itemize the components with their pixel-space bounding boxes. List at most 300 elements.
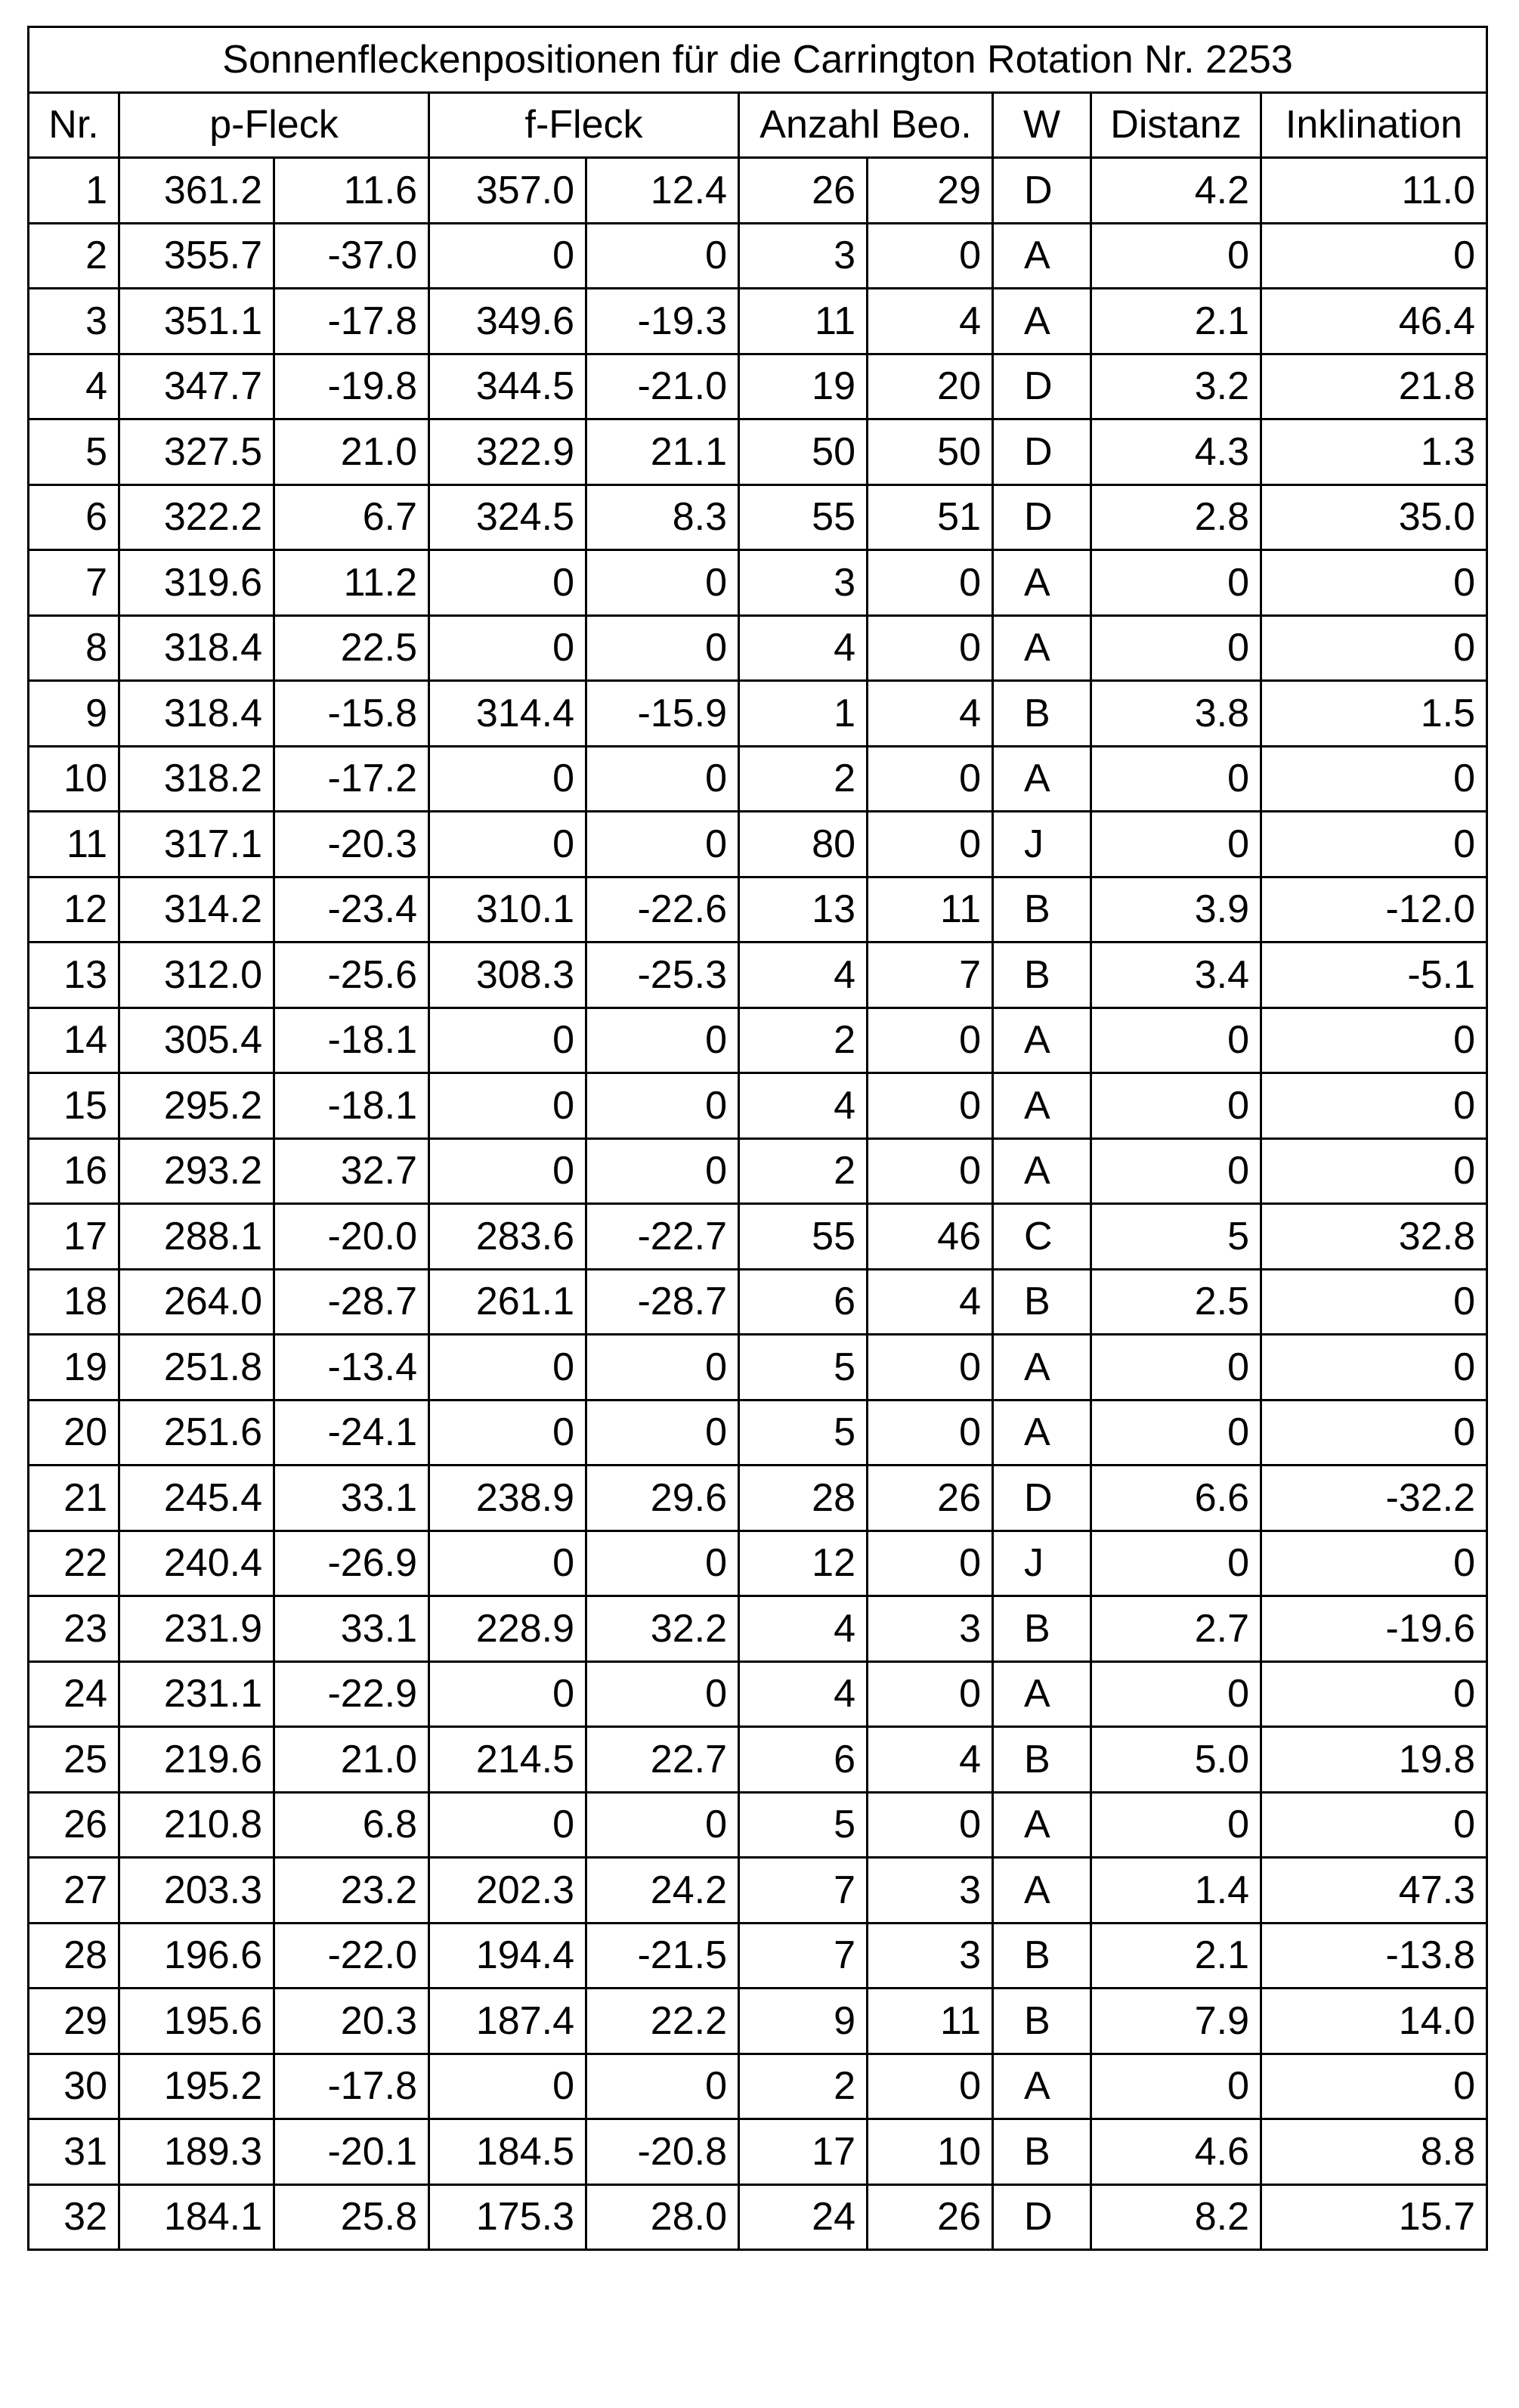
cell-inclination: 0 (1261, 1531, 1487, 1596)
cell-f-lon: 0 (429, 1335, 586, 1401)
cell-obs-f: 11 (868, 877, 993, 942)
cell-distance: 0 (1091, 550, 1261, 616)
cell-obs-f: 0 (868, 223, 993, 289)
cell-class: A (993, 615, 1091, 681)
table-row (29, 1661, 1487, 1727)
table-row (29, 354, 1487, 419)
cell-inclination: 0 (1261, 812, 1487, 877)
cell-class: D (993, 419, 1091, 485)
table-row (29, 1792, 1487, 1858)
cell-distance: 4.2 (1091, 158, 1261, 224)
cell-nr: 13 (29, 942, 119, 1008)
cell-f-lon: 0 (429, 615, 586, 681)
cell-class: B (993, 681, 1091, 747)
cell-obs-f: 0 (868, 1335, 993, 1401)
cell-f-lon: 202.3 (429, 1858, 586, 1924)
header-row (29, 92, 1487, 158)
cell-obs-f: 51 (868, 484, 993, 550)
cell-f-lon: 187.4 (429, 1989, 586, 2054)
table-row (29, 1531, 1487, 1596)
cell-p-lon: 184.1 (119, 2184, 274, 2250)
cell-obs-p: 5 (739, 1335, 868, 1401)
cell-inclination: 0 (1261, 1138, 1487, 1204)
cell-p-lon: 189.3 (119, 2119, 274, 2185)
cell-p-lon: 203.3 (119, 1858, 274, 1924)
cell-inclination: 21.8 (1261, 354, 1487, 419)
cell-f-lon: 214.5 (429, 1727, 586, 1793)
table-row (29, 1858, 1487, 1924)
cell-inclination: 0 (1261, 2054, 1487, 2119)
table-row (29, 746, 1487, 812)
cell-nr: 32 (29, 2184, 119, 2250)
cell-obs-f: 0 (868, 1138, 993, 1204)
table-row (29, 1138, 1487, 1204)
sunspot-table (27, 26, 1488, 2251)
cell-p-lon: 355.7 (119, 223, 274, 289)
cell-distance: 7.9 (1091, 1989, 1261, 2054)
cell-class: D (993, 484, 1091, 550)
cell-class: J (993, 1531, 1091, 1596)
cell-obs-p: 2 (739, 1007, 868, 1073)
cell-f-lon: 283.6 (429, 1204, 586, 1270)
cell-p-lon: 314.2 (119, 877, 274, 942)
cell-obs-p: 4 (739, 1661, 868, 1727)
cell-obs-f: 0 (868, 1007, 993, 1073)
cell-f-lon: 0 (429, 1138, 586, 1204)
cell-f-lon: 0 (429, 1007, 586, 1073)
cell-p-lat: 6.8 (274, 1792, 429, 1858)
cell-class: D (993, 354, 1091, 419)
table-row (29, 1466, 1487, 1531)
table-row (29, 1596, 1487, 1662)
cell-p-lon: 293.2 (119, 1138, 274, 1204)
cell-class: J (993, 812, 1091, 877)
cell-nr: 1 (29, 158, 119, 224)
cell-nr: 19 (29, 1335, 119, 1401)
cell-nr: 28 (29, 1923, 119, 1989)
cell-obs-f: 20 (868, 354, 993, 419)
cell-obs-p: 3 (739, 550, 868, 616)
cell-p-lat: -22.0 (274, 1923, 429, 1989)
cell-p-lat: 21.0 (274, 419, 429, 485)
table-row (29, 2119, 1487, 2185)
cell-nr: 24 (29, 1661, 119, 1727)
header-p-fleck: p-Fleck (119, 92, 429, 158)
cell-inclination: 47.3 (1261, 1858, 1487, 1924)
cell-f-lon: 0 (429, 550, 586, 616)
cell-class: A (993, 1400, 1091, 1466)
cell-obs-f: 0 (868, 812, 993, 877)
cell-f-lon: 349.6 (429, 289, 586, 354)
cell-inclination: 11.0 (1261, 158, 1487, 224)
cell-p-lon: 245.4 (119, 1466, 274, 1531)
cell-obs-p: 19 (739, 354, 868, 419)
table-row (29, 2054, 1487, 2119)
table-row (29, 289, 1487, 354)
cell-inclination: 0 (1261, 223, 1487, 289)
cell-p-lat: 22.5 (274, 615, 429, 681)
cell-distance: 2.1 (1091, 1923, 1261, 1989)
cell-inclination: 0 (1261, 1073, 1487, 1139)
cell-inclination: -19.6 (1261, 1596, 1487, 1662)
cell-f-lat: -21.5 (586, 1923, 739, 1989)
header-w: W (993, 92, 1091, 158)
cell-obs-f: 11 (868, 1989, 993, 2054)
cell-obs-p: 11 (739, 289, 868, 354)
table-row (29, 1923, 1487, 1989)
cell-obs-f: 0 (868, 550, 993, 616)
table-row (29, 419, 1487, 485)
cell-class: A (993, 746, 1091, 812)
cell-inclination: -32.2 (1261, 1466, 1487, 1531)
cell-f-lon: 0 (429, 2054, 586, 2119)
table-row (29, 1007, 1487, 1073)
cell-inclination: -5.1 (1261, 942, 1487, 1008)
cell-inclination: 0 (1261, 550, 1487, 616)
cell-f-lon: 238.9 (429, 1466, 586, 1531)
cell-p-lat: 32.7 (274, 1138, 429, 1204)
cell-obs-f: 0 (868, 1661, 993, 1727)
cell-f-lon: 0 (429, 746, 586, 812)
table-row (29, 484, 1487, 550)
cell-p-lon: 351.1 (119, 289, 274, 354)
cell-obs-f: 3 (868, 1923, 993, 1989)
cell-obs-f: 0 (868, 1792, 993, 1858)
cell-p-lat: -22.9 (274, 1661, 429, 1727)
cell-nr: 30 (29, 2054, 119, 2119)
cell-f-lat: 0 (586, 2054, 739, 2119)
cell-p-lon: 240.4 (119, 1531, 274, 1596)
cell-f-lat: -15.9 (586, 681, 739, 747)
cell-nr: 25 (29, 1727, 119, 1793)
cell-obs-p: 2 (739, 1138, 868, 1204)
cell-class: B (993, 1596, 1091, 1662)
cell-p-lon: 318.4 (119, 615, 274, 681)
cell-p-lon: 195.6 (119, 1989, 274, 2054)
cell-class: B (993, 1923, 1091, 1989)
table-row (29, 1727, 1487, 1793)
cell-f-lat: 0 (586, 1335, 739, 1401)
cell-obs-p: 26 (739, 158, 868, 224)
cell-distance: 0 (1091, 2054, 1261, 2119)
cell-p-lon: 264.0 (119, 1269, 274, 1335)
cell-p-lat: -28.7 (274, 1269, 429, 1335)
cell-nr: 23 (29, 1596, 119, 1662)
cell-f-lat: -19.3 (586, 289, 739, 354)
cell-p-lon: 196.6 (119, 1923, 274, 1989)
cell-f-lat: 28.0 (586, 2184, 739, 2250)
cell-p-lat: -20.0 (274, 1204, 429, 1270)
cell-distance: 5 (1091, 1204, 1261, 1270)
cell-obs-f: 26 (868, 1466, 993, 1531)
cell-obs-p: 55 (739, 484, 868, 550)
cell-inclination: -13.8 (1261, 1923, 1487, 1989)
cell-inclination: 46.4 (1261, 289, 1487, 354)
cell-p-lon: 361.2 (119, 158, 274, 224)
header-distanz: Distanz (1091, 92, 1261, 158)
cell-distance: 0 (1091, 1400, 1261, 1466)
cell-obs-p: 4 (739, 1073, 868, 1139)
cell-p-lon: 318.2 (119, 746, 274, 812)
cell-obs-f: 0 (868, 2054, 993, 2119)
cell-p-lat: -18.1 (274, 1073, 429, 1139)
cell-class: C (993, 1204, 1091, 1270)
cell-f-lat: 21.1 (586, 419, 739, 485)
cell-obs-f: 4 (868, 681, 993, 747)
cell-class: D (993, 2184, 1091, 2250)
cell-class: A (993, 1138, 1091, 1204)
cell-nr: 16 (29, 1138, 119, 1204)
cell-f-lon: 194.4 (429, 1923, 586, 1989)
cell-p-lon: 195.2 (119, 2054, 274, 2119)
cell-f-lat: 0 (586, 746, 739, 812)
cell-class: B (993, 1727, 1091, 1793)
cell-p-lon: 322.2 (119, 484, 274, 550)
cell-obs-p: 6 (739, 1269, 868, 1335)
cell-f-lat: -28.7 (586, 1269, 739, 1335)
table-body (29, 27, 1487, 2250)
cell-f-lat: 0 (586, 1792, 739, 1858)
cell-inclination: 19.8 (1261, 1727, 1487, 1793)
cell-nr: 11 (29, 812, 119, 877)
cell-p-lon: 231.1 (119, 1661, 274, 1727)
cell-f-lat: -22.7 (586, 1204, 739, 1270)
table-row (29, 1335, 1487, 1401)
table-row (29, 615, 1487, 681)
cell-obs-p: 28 (739, 1466, 868, 1531)
cell-nr: 3 (29, 289, 119, 354)
cell-p-lat: 23.2 (274, 1858, 429, 1924)
cell-f-lat: 0 (586, 550, 739, 616)
cell-obs-f: 0 (868, 1531, 993, 1596)
cell-nr: 8 (29, 615, 119, 681)
cell-f-lat: -21.0 (586, 354, 739, 419)
cell-f-lon: 261.1 (429, 1269, 586, 1335)
cell-f-lat: 0 (586, 1138, 739, 1204)
cell-p-lon: 327.5 (119, 419, 274, 485)
cell-nr: 20 (29, 1400, 119, 1466)
cell-class: B (993, 1989, 1091, 2054)
cell-inclination: 0 (1261, 1792, 1487, 1858)
cell-inclination: 35.0 (1261, 484, 1487, 550)
cell-distance: 0 (1091, 1335, 1261, 1401)
cell-p-lat: -17.8 (274, 2054, 429, 2119)
cell-obs-p: 5 (739, 1400, 868, 1466)
cell-f-lat: 22.7 (586, 1727, 739, 1793)
cell-obs-p: 9 (739, 1989, 868, 2054)
cell-class: B (993, 877, 1091, 942)
cell-p-lon: 219.6 (119, 1727, 274, 1793)
cell-obs-p: 2 (739, 2054, 868, 2119)
cell-inclination: -12.0 (1261, 877, 1487, 942)
cell-class: A (993, 1073, 1091, 1139)
cell-obs-p: 7 (739, 1923, 868, 1989)
cell-obs-f: 4 (868, 1727, 993, 1793)
cell-f-lat: 0 (586, 812, 739, 877)
cell-f-lat: 29.6 (586, 1466, 739, 1531)
cell-f-lat: 12.4 (586, 158, 739, 224)
cell-p-lon: 318.4 (119, 681, 274, 747)
cell-distance: 0 (1091, 1007, 1261, 1073)
cell-nr: 4 (29, 354, 119, 419)
cell-p-lon: 251.8 (119, 1335, 274, 1401)
cell-p-lon: 305.4 (119, 1007, 274, 1073)
cell-obs-f: 0 (868, 615, 993, 681)
cell-obs-f: 50 (868, 419, 993, 485)
cell-p-lat: -26.9 (274, 1531, 429, 1596)
cell-p-lat: -13.4 (274, 1335, 429, 1401)
header-anzahl-beo: Anzahl Beo. (739, 92, 993, 158)
table-row (29, 223, 1487, 289)
cell-f-lon: 0 (429, 1400, 586, 1466)
cell-obs-p: 2 (739, 746, 868, 812)
cell-class: D (993, 1466, 1091, 1531)
table-row (29, 1400, 1487, 1466)
cell-obs-p: 17 (739, 2119, 868, 2185)
cell-nr: 21 (29, 1466, 119, 1531)
cell-class: A (993, 1335, 1091, 1401)
cell-f-lon: 322.9 (429, 419, 586, 485)
cell-p-lat: 11.2 (274, 550, 429, 616)
header-f-fleck: f-Fleck (429, 92, 739, 158)
cell-class: D (993, 158, 1091, 224)
cell-obs-f: 7 (868, 942, 993, 1008)
cell-nr: 29 (29, 1989, 119, 2054)
cell-f-lat: 8.3 (586, 484, 739, 550)
cell-p-lat: -23.4 (274, 877, 429, 942)
cell-nr: 7 (29, 550, 119, 616)
cell-distance: 0 (1091, 223, 1261, 289)
cell-inclination: 0 (1261, 615, 1487, 681)
cell-distance: 0 (1091, 615, 1261, 681)
cell-p-lat: -17.8 (274, 289, 429, 354)
cell-f-lon: 0 (429, 1073, 586, 1139)
cell-f-lat: 22.2 (586, 1989, 739, 2054)
cell-inclination: 0 (1261, 1007, 1487, 1073)
header-inklination: Inklination (1261, 92, 1487, 158)
cell-f-lon: 0 (429, 1531, 586, 1596)
cell-class: A (993, 2054, 1091, 2119)
cell-obs-f: 0 (868, 746, 993, 812)
cell-distance: 0 (1091, 1138, 1261, 1204)
cell-obs-p: 4 (739, 942, 868, 1008)
cell-p-lat: -20.3 (274, 812, 429, 877)
cell-obs-f: 4 (868, 1269, 993, 1335)
table-row (29, 681, 1487, 747)
title-row (29, 27, 1487, 93)
cell-p-lon: 319.6 (119, 550, 274, 616)
cell-p-lat: -24.1 (274, 1400, 429, 1466)
cell-p-lon: 312.0 (119, 942, 274, 1008)
cell-p-lat: 33.1 (274, 1596, 429, 1662)
cell-nr: 27 (29, 1858, 119, 1924)
cell-f-lon: 344.5 (429, 354, 586, 419)
cell-class: A (993, 289, 1091, 354)
cell-distance: 0 (1091, 746, 1261, 812)
cell-f-lat: -25.3 (586, 942, 739, 1008)
cell-obs-p: 1 (739, 681, 868, 747)
cell-obs-p: 3 (739, 223, 868, 289)
cell-inclination: 0 (1261, 746, 1487, 812)
cell-nr: 9 (29, 681, 119, 747)
cell-p-lat: -17.2 (274, 746, 429, 812)
cell-p-lat: -25.6 (274, 942, 429, 1008)
cell-nr: 2 (29, 223, 119, 289)
cell-f-lat: 0 (586, 615, 739, 681)
cell-f-lon: 175.3 (429, 2184, 586, 2250)
cell-nr: 6 (29, 484, 119, 550)
table-row (29, 2184, 1487, 2250)
cell-inclination: 0 (1261, 1400, 1487, 1466)
cell-p-lat: 25.8 (274, 2184, 429, 2250)
cell-distance: 2.5 (1091, 1269, 1261, 1335)
cell-f-lat: 32.2 (586, 1596, 739, 1662)
cell-p-lat: 33.1 (274, 1466, 429, 1531)
cell-f-lon: 357.0 (429, 158, 586, 224)
cell-f-lon: 0 (429, 1792, 586, 1858)
cell-obs-f: 26 (868, 2184, 993, 2250)
cell-distance: 0 (1091, 812, 1261, 877)
cell-inclination: 1.5 (1261, 681, 1487, 747)
cell-class: A (993, 1007, 1091, 1073)
cell-class: A (993, 1792, 1091, 1858)
cell-distance: 4.3 (1091, 419, 1261, 485)
cell-distance: 2.8 (1091, 484, 1261, 550)
header-nr: Nr. (29, 92, 119, 158)
cell-obs-f: 29 (868, 158, 993, 224)
cell-f-lon: 308.3 (429, 942, 586, 1008)
table-row (29, 1204, 1487, 1270)
cell-nr: 14 (29, 1007, 119, 1073)
cell-class: B (993, 2119, 1091, 2185)
cell-distance: 0 (1091, 1792, 1261, 1858)
cell-obs-p: 7 (739, 1858, 868, 1924)
cell-f-lon: 0 (429, 223, 586, 289)
cell-inclination: 14.0 (1261, 1989, 1487, 2054)
cell-obs-p: 4 (739, 1596, 868, 1662)
cell-p-lat: -37.0 (274, 223, 429, 289)
cell-p-lon: 317.1 (119, 812, 274, 877)
cell-obs-p: 5 (739, 1792, 868, 1858)
cell-inclination: 0 (1261, 1269, 1487, 1335)
cell-p-lat: 6.7 (274, 484, 429, 550)
cell-p-lon: 231.9 (119, 1596, 274, 1662)
cell-inclination: 0 (1261, 1335, 1487, 1401)
cell-class: A (993, 1858, 1091, 1924)
cell-class: A (993, 223, 1091, 289)
cell-distance: 8.2 (1091, 2184, 1261, 2250)
cell-class: B (993, 1269, 1091, 1335)
cell-obs-f: 3 (868, 1596, 993, 1662)
table-title: Sonnenfleckenpositionen für die Carrington Rotation Nr. 2253 (29, 27, 1487, 93)
cell-inclination: 32.8 (1261, 1204, 1487, 1270)
table-row (29, 1073, 1487, 1139)
cell-distance: 0 (1091, 1531, 1261, 1596)
table-row (29, 877, 1487, 942)
cell-distance: 4.6 (1091, 2119, 1261, 2185)
cell-obs-f: 3 (868, 1858, 993, 1924)
cell-p-lon: 347.7 (119, 354, 274, 419)
cell-p-lon: 251.6 (119, 1400, 274, 1466)
cell-obs-p: 55 (739, 1204, 868, 1270)
cell-inclination: 0 (1261, 1661, 1487, 1727)
cell-f-lon: 314.4 (429, 681, 586, 747)
cell-f-lat: 24.2 (586, 1858, 739, 1924)
cell-p-lat: 20.3 (274, 1989, 429, 2054)
table-row (29, 942, 1487, 1008)
cell-obs-f: 0 (868, 1400, 993, 1466)
cell-distance: 2.7 (1091, 1596, 1261, 1662)
